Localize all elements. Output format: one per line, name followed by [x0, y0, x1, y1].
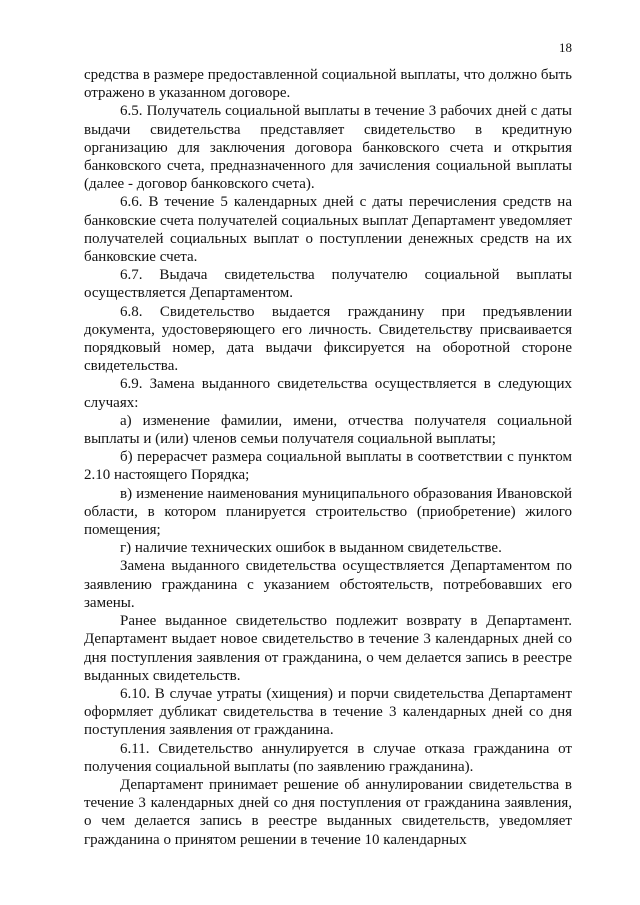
list-item-v: в) изменение наименования муниципального образования Ивановской области, в котором планируется строительство (приобретение) жилого помещения; [84, 485, 572, 539]
paragraph-6-11: 6.11. Свидетельство аннулируется в случае отказа гражданина от получения социальной выплаты (по заявлению гражданина). [84, 740, 572, 775]
paragraph-6-10: 6.10. В случае утраты (хищения) и порчи свидетельства Департамент оформляет дубликат свидетельства в течение 3 календарных дней со дня поступления заявления от гражданина. [84, 685, 572, 739]
list-item-b: б) перерасчет размера социальной выплаты в соответствии с пунктом 2.10 настоящего Порядка; [84, 449, 572, 484]
paragraph-6-6: 6.6. В течение 5 календарных дней с даты перечисления средств на банковские счета получателей социальных выплат Департамент уведомляет получателей социальных выплат о поступлении денежных средств на их банковские счета. [84, 194, 572, 266]
paragraph-annulment-decision: Департамент принимает решение об аннулировании свидетельства в течение 3 календарных дней со дня поступления от гражданина заявления, о чем делается запись в реестре выданных свидетельств, уведомляет гражданина о принятом решении в течение 10 календарных [84, 776, 572, 848]
paragraph-6-8: 6.8. Свидетельство выдается гражданину при предъявлении документа, удостоверяющего его личность. Свидетельству присваивается порядковый номер, дата выдачи фиксируется на оборотной стороне свидетельства. [84, 303, 572, 375]
paragraph-replacement-by-department: Замена выданного свидетельства осуществляется Департаментом по заявлению гражданина с указанием обстоятельств, потребовавших его замены. [84, 558, 572, 611]
document-body [84, 66, 572, 849]
paragraph-return-of-certificate: Ранее выданное свидетельство подлежит возврату в Департамент. Департамент выдает новое свидетельство в течение 3 календарных дней со дня поступления заявления от гражданина, о чем делается запись в реестре выданных свидетельств. [84, 613, 572, 684]
paragraph-6-9: 6.9. Замена выданного свидетельства осуществляется в следующих случаях: [84, 376, 572, 411]
paragraph-continuation: средства в размере предоставленной социальной выплаты, что должно быть отражено в указанном договоре. [84, 67, 572, 102]
list-item-a: а) изменение фамилии, имени, отчества получателя социальной выплаты и (или) членов семьи получателя социальной выплаты; [84, 412, 572, 448]
list-item-g: г) наличие технических ошибок в выданном свидетельстве. [120, 540, 502, 557]
paragraph-6-5: 6.5. Получатель социальной выплаты в течение 3 рабочих дней с даты выдачи свидетельства представляет свидетельство в кредитную организацию для заключения договора банковского счета и открытия банковского счета, предназначенного для зачисления социальной выплаты (далее - договор банковского счета). [84, 103, 572, 193]
paragraph-6-7: 6.7. Выдача свидетельства получателю социальной выплаты осуществляется Департаментом. [84, 267, 572, 302]
page-number: 18 [559, 40, 572, 55]
